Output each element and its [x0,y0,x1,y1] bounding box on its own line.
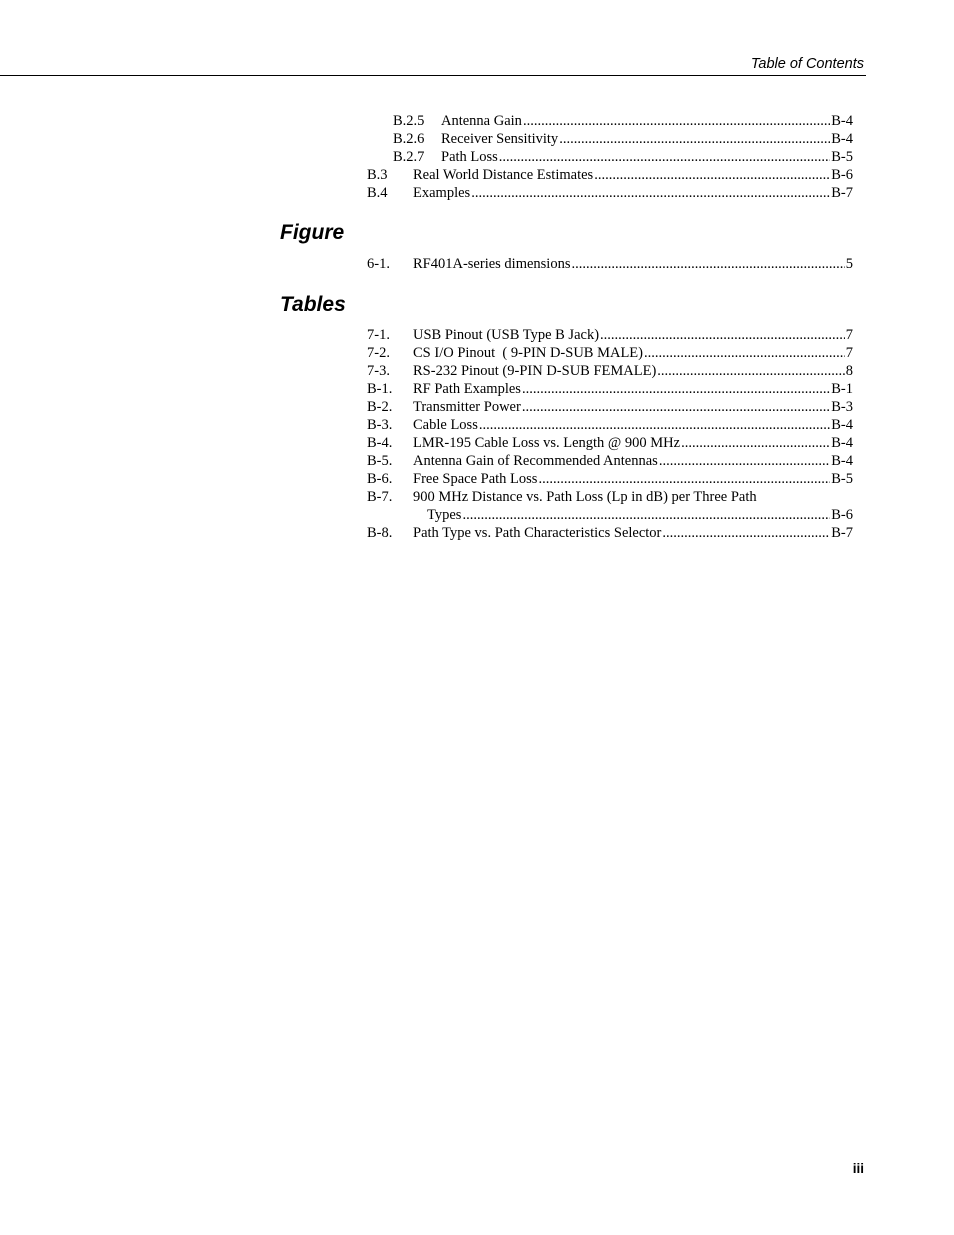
appendix-toc-list [367,112,853,202]
toc-entry-number: B-3. [367,417,393,433]
toc-entry-number: B.2.6 [393,131,425,147]
toc-entry-page: B-3 [831,399,853,415]
toc-entry-label: Path Loss [441,149,498,165]
dot-leader [499,148,830,166]
toc-entry[interactable] [367,524,853,542]
toc-entry-number: B-2. [367,399,393,415]
figure-toc-list [367,255,853,273]
toc-entry-page: 7 [845,345,853,361]
toc-entry-number: B.4 [367,185,388,201]
toc-entry[interactable] [367,166,853,184]
toc-entry-label: 900 MHz Distance vs. Path Loss (Lp in dB) per Three Path [413,489,757,505]
toc-entry-number: 7-1. [367,327,390,343]
header-rule [0,75,866,76]
toc-entry[interactable] [367,380,853,398]
dot-leader [559,130,830,148]
toc-entry-label: Receiver Sensitivity [441,131,559,147]
toc-entry-label: Transmitter Power [413,399,521,415]
toc-entry[interactable] [367,255,853,273]
dot-leader [462,506,830,524]
toc-entry-number: B-8. [367,525,393,541]
toc-entry[interactable] [367,452,853,470]
toc-entry[interactable] [367,470,853,488]
dot-leader [538,470,830,488]
toc-entry-page: B-4 [831,417,853,433]
dot-leader [523,112,830,130]
toc-entry-label: Free Space Path Loss [413,471,538,487]
toc-entry-label: Path Type vs. Path Characteristics Selector [413,525,662,541]
dot-leader [471,184,830,202]
toc-entry[interactable] [367,434,853,452]
toc-entry[interactable] [367,112,853,130]
running-header: Table of Contents [750,56,864,72]
toc-entry[interactable] [367,148,853,166]
toc-entry-number: B-7. [367,489,393,505]
tables-toc-list [367,326,853,542]
toc-entry-number: 6-1. [367,256,390,272]
toc-entry-page: B-5 [831,149,853,165]
toc-entry-label: Examples [413,185,471,201]
dot-leader [644,344,845,362]
toc-entry-number: B.2.5 [393,113,425,129]
toc-entry[interactable] [367,416,853,434]
toc-entry-page: B-4 [831,453,853,469]
toc-entry[interactable] [367,398,853,416]
toc-entry-label: LMR-195 Cable Loss vs. Length @ 900 MHz [413,435,681,451]
page-number: iii [852,1161,864,1176]
toc-entry-number: B-4. [367,435,393,451]
toc-entry-number: B-1. [367,381,393,397]
toc-entry-page: 7 [845,327,853,343]
dot-leader [522,398,830,416]
toc-entry-page: B-4 [831,435,853,451]
dot-leader [522,380,830,398]
toc-entry-label: RF401A-series dimensions [413,256,571,272]
toc-entry-page: B-6 [831,507,853,523]
toc-entry-page: B-6 [831,167,853,183]
toc-entry-page: B-7 [831,525,853,541]
dot-leader [681,434,830,452]
toc-entry-page: B-1 [831,381,853,397]
dot-leader [657,362,844,380]
toc-entry-number: 7-2. [367,345,390,361]
toc-entry[interactable] [367,326,853,344]
toc-entry-page: B-7 [831,185,853,201]
toc-entry-page: 5 [845,256,853,272]
toc-entry-number: B.3 [367,167,388,183]
toc-entry-label: RS-232 Pinout (9-PIN D-SUB FEMALE) [413,363,657,379]
toc-entry-label: USB Pinout (USB Type B Jack) [413,327,600,343]
toc-entry-page: 8 [845,363,853,379]
toc-entry-label: Antenna Gain [441,113,522,129]
toc-entry-label: Antenna Gain of Recommended Antennas [413,453,658,469]
toc-entry[interactable] [367,362,853,380]
dot-leader [659,452,830,470]
toc-entry-page: B-4 [831,113,853,129]
toc-entry-number: B-6. [367,471,393,487]
toc-entry-number: 7-3. [367,363,390,379]
toc-entry-label: CS I/O Pinout ( 9-PIN D-SUB MALE) [413,345,643,361]
tables-section-heading: Tables [280,293,346,316]
toc-entry-number: B-5. [367,453,393,469]
dot-leader [594,166,830,184]
toc-entry-continuation[interactable] [367,506,853,524]
dot-leader [600,326,845,344]
toc-entry-number: B.2.7 [393,149,425,165]
dot-leader [571,255,844,273]
toc-entry[interactable] [367,130,853,148]
toc-entry[interactable] [367,344,853,362]
toc-entry-page: B-4 [831,131,853,147]
toc-entry-page: B-5 [831,471,853,487]
toc-entry-label-continuation: Types [427,507,462,523]
dot-leader [662,524,830,542]
toc-entry-label: Real World Distance Estimates [413,167,594,183]
toc-entry[interactable] [367,184,853,202]
toc-entry[interactable] [367,488,853,506]
figure-section-heading: Figure [280,221,345,244]
toc-entry-label: RF Path Examples [413,381,521,397]
toc-entry-label: Cable Loss [413,417,478,433]
dot-leader [479,416,830,434]
